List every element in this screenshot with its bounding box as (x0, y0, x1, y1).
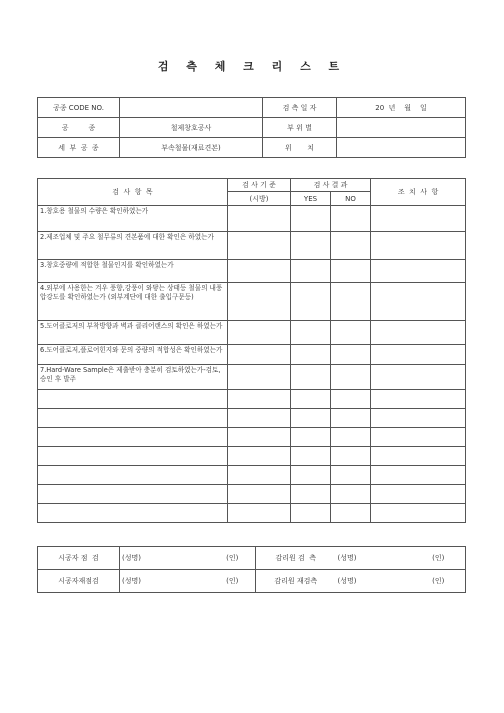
loc-label: 위 치 (263, 138, 337, 158)
contractor-recheck-seal: (인) (210, 570, 256, 593)
table-row (38, 206, 466, 232)
contractor-check-seal: (인) (210, 547, 256, 570)
loc-value (337, 138, 466, 158)
part-value (337, 118, 466, 138)
check-item: 5.도어클로저의 부착방향과 벽과 클리어랜스의 확인은 하였는가 (38, 321, 228, 345)
table-row (38, 345, 466, 365)
blank-row (38, 390, 466, 409)
table-row (38, 260, 466, 283)
contractor-check-label: 시공자 점 검 (38, 547, 120, 570)
detail-label: 세 부 공 종 (38, 138, 120, 158)
blank-row (38, 428, 466, 447)
blank-row (38, 466, 466, 485)
check-item: 7.Hard-Ware Sample은 제출받아 충분히 검토하였는가-검토,승인 후 발주 (38, 365, 228, 390)
supervisor-check-seal: (인) (412, 547, 466, 570)
detail-value: 부속철물(재료견본) (120, 138, 263, 158)
date-value: 20 년 월 일 (337, 98, 466, 118)
col-standard-header: 검 사 기 준 (228, 179, 291, 192)
supervisor-recheck-name: (성명) (336, 570, 412, 593)
header-table (37, 97, 466, 158)
code-value (120, 98, 263, 118)
check-item: 6.도어클로저,플로어힌지와 문의 중량의 적합성은 확인하였는가 (38, 345, 228, 365)
contractor-check-name: (성명) (120, 547, 210, 570)
check-item: 3.창호중량에 적합한 철물인지를 확인하였는가 (38, 260, 228, 283)
blank-row (38, 485, 466, 504)
work-label: 공 종 (38, 118, 120, 138)
check-item: 4.외부에 사용한는 겨우 풍향,강풍이 와닿는 상태등 철물의 내풍압강도를 확인하였는가 (외부계단에 대한 출입구문등) (38, 283, 228, 321)
table-row (38, 232, 466, 260)
code-label: 공종 CODE NO. (38, 98, 120, 118)
table-row (38, 365, 466, 390)
table-row (38, 283, 466, 321)
part-label: 부 위 별 (263, 118, 337, 138)
blank-row (38, 447, 466, 466)
work-value: 철제창호공사 (120, 118, 263, 138)
col-standard-sub: (시방) (228, 192, 291, 206)
blank-row (38, 409, 466, 428)
col-action-header: 조 치 사 항 (371, 179, 466, 206)
check-item: 1.창호용 철물의 수량은 확인하였는가 (38, 206, 228, 232)
table-row (38, 321, 466, 345)
contractor-recheck-label: 시공자재점검 (38, 570, 120, 593)
supervisor-recheck-seal: (인) (412, 570, 466, 593)
supervisor-recheck-label: 감리원 재검측 (256, 570, 336, 593)
col-yes-header: YES (291, 192, 331, 206)
page-title: 검 측 체 크 리 스 트 (157, 60, 347, 73)
date-label: 검 측 일 자 (263, 98, 337, 118)
supervisor-check-name: (성명) (336, 547, 412, 570)
check-item: 2.제조업체 및 주요 철무류의 견본품에 대한 확인은 하였는가 (38, 232, 228, 260)
col-result-header: 검 사 결 과 (291, 179, 371, 192)
supervisor-check-label: 감리원 검 측 (256, 547, 336, 570)
contractor-recheck-name: (성명) (120, 570, 210, 593)
blank-row (38, 504, 466, 523)
col-no-header: NO (331, 192, 371, 206)
col-item-header: 검 사 항 목 (38, 179, 228, 206)
checklist-table (37, 178, 466, 523)
signature-table (37, 546, 466, 593)
